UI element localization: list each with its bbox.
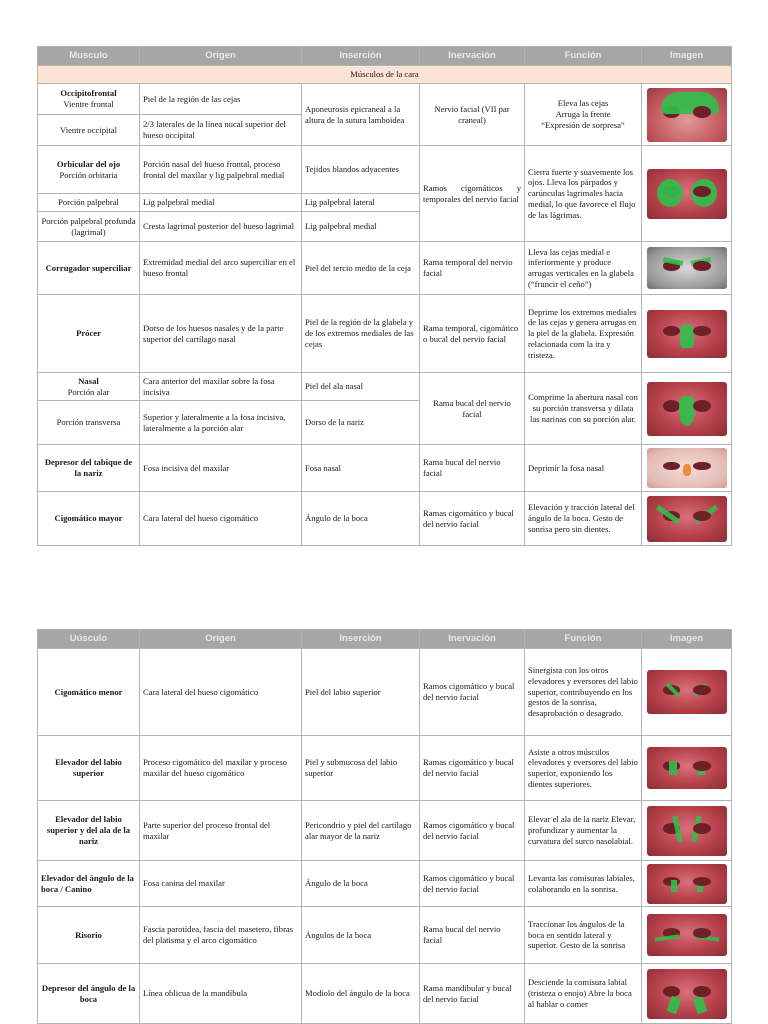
muscle-name: Corrugador superciliar	[38, 242, 140, 295]
origin-cell: 2/3 laterales de la línea nucal superior del hueso occipital	[140, 115, 302, 146]
muscle-name: Cigomático mayor	[38, 492, 140, 546]
table-row	[38, 242, 732, 295]
table-row	[38, 801, 732, 861]
header-imagen: Imagen	[642, 47, 732, 66]
table-row	[38, 146, 732, 194]
muscle-name: Occipitofrontal Vientre frontal	[38, 84, 140, 115]
table-header-row	[38, 630, 732, 649]
muscle-name: Nasal Porción alar	[38, 373, 140, 401]
insertion-cell: Ángulos de la boca	[302, 907, 420, 964]
function-cell: Traccionar los ángulos de la boca en sentido lateral y superior. Gesto de la sonrisa	[525, 907, 642, 964]
muscle-name: Elevador del ángulo de la boca / Canino	[38, 861, 140, 907]
table-row	[38, 445, 732, 492]
table-row	[38, 964, 732, 1024]
origin-cell: Cara lateral del hueso cigomático	[140, 492, 302, 546]
elevador-labio-ala-nariz-image	[642, 801, 732, 861]
depresor-angulo-image	[642, 964, 732, 1024]
insertion-cell: Tejidos blandos adyacentes	[302, 146, 420, 194]
muscle-table-2	[37, 629, 732, 1024]
origin-cell: Línea oblicua de la mandíbula	[140, 964, 302, 1024]
muscle-name: Porción palpebral	[38, 194, 140, 212]
muscle-name: Porción transversa	[38, 401, 140, 445]
function-cell: Eleva las cejas Arruga la frente “Expresión de sorpresa”	[525, 84, 642, 146]
innervation-cell: Rama bucal del nervio facial	[420, 445, 525, 492]
header-origen: Origen	[140, 47, 302, 66]
table-header-row	[38, 47, 732, 66]
table-row	[38, 907, 732, 964]
occipitofrontal-image	[642, 84, 732, 146]
insertion-cell: Lig palpebral lateral	[302, 194, 420, 212]
insertion-cell: Piel del labio superior	[302, 649, 420, 736]
innervation-cell: Rama bucal del nervio facial	[420, 907, 525, 964]
innervation-cell: Ramas cigomático y bucal del nervio facial	[420, 736, 525, 801]
innervation-cell: Ramos cigomático y bucal del nervio facial	[420, 801, 525, 861]
origin-cell: Proceso cigomático del maxilar y proceso maxilar del hueso cigomático	[140, 736, 302, 801]
function-cell: Desciende la comisura labial (tristeza o enojo) Abre la boca al hablar o comer	[525, 964, 642, 1024]
origin-cell: Superior y lateralmente a la fosa incisiva, lateralmente a la porción alar	[140, 401, 302, 445]
innervation-cell: Ramos cigomático y bucal del nervio facial	[420, 861, 525, 907]
origin-cell: Fosa incisiva del maxilar	[140, 445, 302, 492]
innervation-cell: Nervio facial (VII par craneal)	[420, 84, 525, 146]
origin-cell: Cresta lagrimal posterior del hueso lagrimal	[140, 212, 302, 242]
insertion-cell: Piel de la región de la glabela y de los extremos mediales de las cejas	[302, 295, 420, 373]
orbicular-image	[642, 146, 732, 242]
origin-cell: Lig palpebral medial	[140, 194, 302, 212]
corrugador-image	[642, 242, 732, 295]
muscle-name: Risorio	[38, 907, 140, 964]
insertion-cell: Aponeurosis epicraneal a la altura de la sutura lamboidea	[302, 84, 420, 146]
origin-cell: Fosa canina del maxilar	[140, 861, 302, 907]
function-cell: Comprime la abertura nasal con su porción transversa y dilata las narinas con su porción alar.	[525, 373, 642, 445]
depresor-tabique-image	[642, 445, 732, 492]
table-row	[38, 295, 732, 373]
header-musculo: Uúsculo	[38, 630, 140, 649]
function-cell: Sinergista con los otros elevadores y eversores del labio superior, contribuyendo en los gestos de la sonrisa, desaprobación o desagrado.	[525, 649, 642, 736]
function-cell: Elevar el ala de la nariz Elevar, profundizar y aumentar la curvatura del surco nasolabial.	[525, 801, 642, 861]
origin-cell: Piel de la región de las cejas	[140, 84, 302, 115]
muscle-name: Cigomático menor	[38, 649, 140, 736]
origin-cell: Extremidad medial del arco superciliar en el hueso frontal	[140, 242, 302, 295]
innervation-cell: Rama temporal del nervio facial	[420, 242, 525, 295]
muscle-name: Depresor del tabique de la nariz	[38, 445, 140, 492]
header-imagen: Imagen	[642, 630, 732, 649]
header-insercion: Inserción	[302, 630, 420, 649]
cigomatico-mayor-image	[642, 492, 732, 546]
insertion-cell: Dorso de la nariz	[302, 401, 420, 445]
origin-cell: Cara anterior del maxilar sobre la fosa incisiva	[140, 373, 302, 401]
header-origen: Origen	[140, 630, 302, 649]
table-row	[38, 492, 732, 546]
insertion-cell: Piel y submucosa del labio superior	[302, 736, 420, 801]
header-insercion: Inserción	[302, 47, 420, 66]
table-row	[38, 373, 732, 401]
innervation-cell: Rama bucal del nervio facial	[420, 373, 525, 445]
origin-cell: Fascia parotídea, fascia del masetero, fibras del platisma y el arco cigomático	[140, 907, 302, 964]
section-title: Músculos de la cara	[38, 66, 732, 84]
innervation-cell: Rama temporal, cigomático o bucal del nervio facial	[420, 295, 525, 373]
table-row	[38, 649, 732, 736]
innervation-cell: Ramos cigomáticos y temporales del nervio facial	[420, 146, 525, 242]
procer-image	[642, 295, 732, 373]
insertion-cell: Piel del ala nasal	[302, 373, 420, 401]
origin-cell: Porción nasal del hueso frontal, proceso frontal del maxilar y lig palpebral medial	[140, 146, 302, 194]
insertion-cell: Ángulo de la boca	[302, 861, 420, 907]
muscle-name: Vientre occipital	[38, 115, 140, 146]
insertion-cell: Piel del tercio medio de la ceja	[302, 242, 420, 295]
function-cell: Deprime los extremos mediales de las cejas y genera arrugas en la piel de la glabela. Expresión relacionada com la ira y tristeza.	[525, 295, 642, 373]
table-row	[38, 861, 732, 907]
function-cell: Cierra fuerte y suavemente los ojos. Lleva los párpados y carúnculas lagrimales hacia medial, lo que favorece el flujo de las lágrimas.	[525, 146, 642, 242]
table-row	[38, 84, 732, 115]
header-funcion: Función	[525, 47, 642, 66]
function-cell: Deprimir la fosa nasal	[525, 445, 642, 492]
header-inervacion: Inervación	[420, 47, 525, 66]
muscle-name: Depresor del ángulo de la boca	[38, 964, 140, 1024]
insertion-cell: Lig palpebral medial	[302, 212, 420, 242]
muscle-name: Prócer	[38, 295, 140, 373]
muscle-table-1	[37, 46, 732, 546]
header-funcion: Función	[525, 630, 642, 649]
cigomatico-menor-image	[642, 649, 732, 736]
header-inervacion: Inervación	[420, 630, 525, 649]
origin-cell: Parte superior del proceso frontal del maxilar	[140, 801, 302, 861]
insertion-cell: Pericondrio y piel del cartílago alar mayor de la nariz	[302, 801, 420, 861]
header-musculo: Musculo	[38, 47, 140, 66]
innervation-cell: Ramos cigomático y bucal del nervio facial	[420, 649, 525, 736]
insertion-cell: Modiolo del ángulo de la boca	[302, 964, 420, 1024]
nasal-image	[642, 373, 732, 445]
origin-cell: Cara lateral del hueso cigomático	[140, 649, 302, 736]
elevador-labio-image	[642, 736, 732, 801]
insertion-cell: Fosa nasal	[302, 445, 420, 492]
muscle-name: Elevador del labio superior y del ala de la nariz	[38, 801, 140, 861]
muscle-name: Porción palpebral profunda (lagrimal)	[38, 212, 140, 242]
innervation-cell: Ramas cigomático y bucal del nervio facial	[420, 492, 525, 546]
muscle-name: Orbicular del ojo Porción orbitaria	[38, 146, 140, 194]
origin-cell: Dorso de los huesos nasales y de la parte superior del cartílago nasal	[140, 295, 302, 373]
muscle-name: Elevador del labio superior	[38, 736, 140, 801]
table-row	[38, 736, 732, 801]
function-cell: Asiste a otros músculos elevadores y eversores del labio superior, exponiendo los dientes superiores.	[525, 736, 642, 801]
function-cell: Elevación y tracción lateral del ángulo de la boca. Gesto de sonrisa pero sin dientes.	[525, 492, 642, 546]
elevador-angulo-image	[642, 861, 732, 907]
insertion-cell: Ángulo de la boca	[302, 492, 420, 546]
function-cell: Levanta las comisuras labiales, colaborando en la sonrisa.	[525, 861, 642, 907]
function-cell: Lleva las cejas medial e inferiormente y produce arrugas verticales en la glabela (“fruncir el ceño”)	[525, 242, 642, 295]
risorio-image	[642, 907, 732, 964]
innervation-cell: Rama mandibular y bucal del nervio facial	[420, 964, 525, 1024]
